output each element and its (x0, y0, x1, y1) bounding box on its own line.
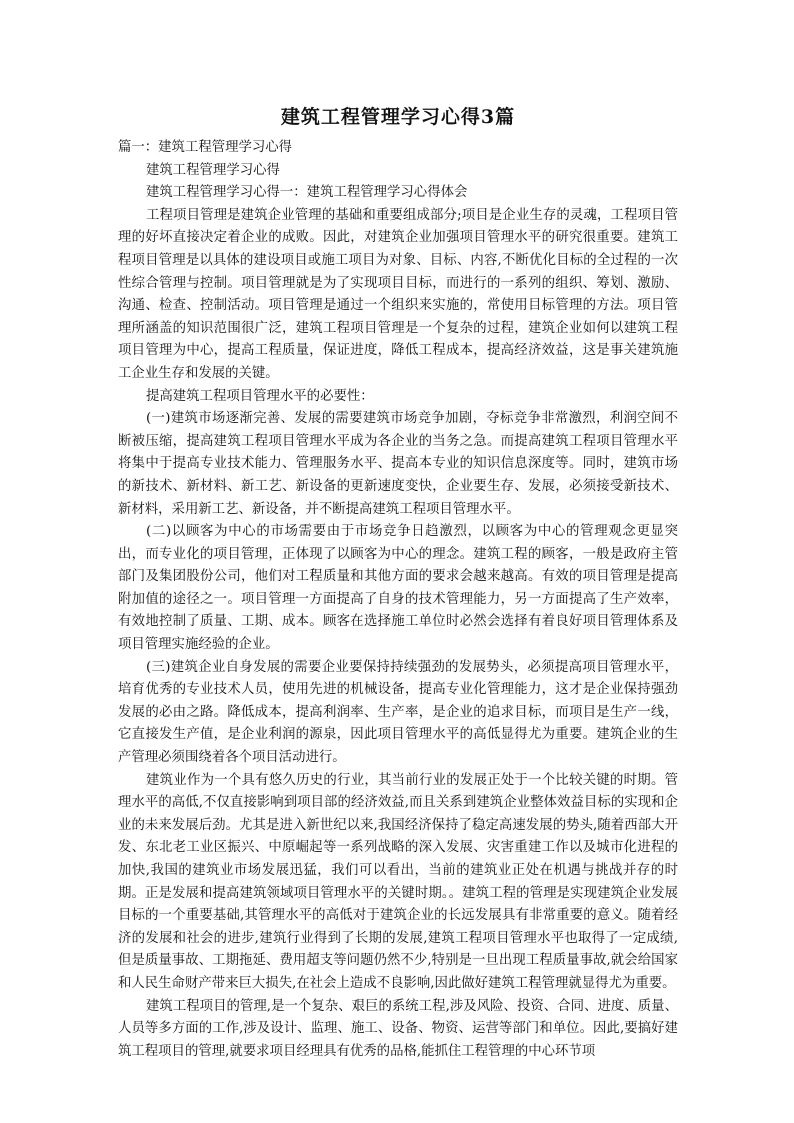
body-paragraph: 建筑工程项目的管理,是一个复杂、艰巨的系统工程,涉及风险、投资、合同、进度、质量、人员等多方面的工作,涉及设计、监理、施工、设备、物资、运营等部门和单位。因此,要搞好建筑工程项目的管理,就要求项目经理具有优秀的品格,能抓住工程管理的中心环节项 (118, 998, 678, 1059)
body-paragraph: 工程项目管理是建筑企业管理的基础和重要组成部分;项目是企业生存的灵魂，工程项目管理的好坏直接决定着企业的成败。因此，对建筑企业加强项目管理水平的研究很重要。建筑工程项目管理是以具体的建设项目或施工项目为对象、目标、内容,不断优化目标的全过程的一次性综合管理与控制。项目管理就是为了实现项目目标，而进行的一系列的组织、筹划、激励、沟通、检查、控制活动。项目管理是通过一个组织来实施的，常使用目标管理的方法。项目管理所涵盖的知识范围很广泛，建筑工程项目管理是一个复杂的过程，建筑企业如何以建筑工程项目管理为中心，提高工程质量，保证进度，降低工程成本，提高经济效益，这是事关建筑施工企业生存和发展的关键。 (118, 207, 678, 381)
section-heading: 篇一：建筑工程管理学习心得 (118, 140, 293, 155)
document-page (118, 103, 678, 1063)
document-title: 建筑工程管理学习心得3篇 (280, 106, 516, 128)
body-paragraph: 提高建筑工程项目管理水平的必要性： (146, 388, 374, 404)
body-paragraph: (三)建筑企业自身发展的需要企业要保持持续强劲的发展势头，必须提高项目管理水平，培育优秀的专业技术人员，使用先进的机械设备，提高专业化管理能力，这才是企业保持强劲发展的必由之路。降低成本，提高利润率、生产率，是企业的追求目标，而项目是生产一线，它直接发生产值，是企业利润的源泉，因此项目管理水平的高低显得尤为重要。建筑企业的生产管理必须围绕着各个项目活动进行。 (118, 659, 678, 766)
subsection-heading: 建筑工程管理学习心得 (146, 162, 280, 178)
article-heading: 建筑工程管理学习心得一：建筑工程管理学习心得体会 (146, 185, 468, 201)
body-paragraph: (一)建筑市场逐渐完善、发展的需要建筑市场竞争加剧，夺标竞争非常激烈，利润空间不断被压缩，提高建筑工程项目管理水平成为各企业的当务之急。而提高建筑工程项目管理水平将集中于提高专业技术能力、管理服务水平、提高本专业的知识信息深度等。同时，建筑市场的新技术、新材料、新工艺、新设备的更新速度变快，企业要生存、发展，必须接受新技术、新材料，采用新工艺、新设备，并不断提高建筑工程项目管理水平。 (118, 411, 678, 517)
body-paragraph: (二)以顾客为中心的市场需要由于市场竞争日趋激烈，以顾客为中心的管理观念更显突出，而专业化的项目管理，正体现了以顾客为中心的理念。建筑工程的顾客，一般是政府主管部门及集团股份公司，他们对工程质量和其他方面的要求会越来越高。有效的项目管理是提高附加值的途径之一。项目管理一方面提高了自身的技术管理能力，另一方面提高了生产效率，有效地控制了质量、工期、成本。顾客在选择施工单位时必然会选择有着良好项目管理体系及项目管理实施经验的企业。 (118, 524, 678, 653)
body-paragraph: 建筑业作为一个具有悠久历史的行业，其当前行业的发展正处于一个比较关键的时期。管理水平的高低,不仅直接影响到项目部的经济效益,而且关系到建筑企业整体效益目标的实现和企业的未来发展后劲。尤其是进入新世纪以来,我国经济保持了稳定高速发展的势头,随着西部大开发、东北老工业区振兴、中原崛起等一系列战略的深入发展、灾害重建工作以及城市化进程的加快,我国的建筑业市场发展迅猛，我们可以看出，当前的建筑业正处在机遇与挑战并存的时期。正是发展和提高建筑领域项目管理水平的关键时期。。建筑工程的管理是实现建筑企业发展目标的一个重要基础,其管理水平的高低对于建筑企业的长远发展具有非常重要的意义。随着经济的发展和社会的进步,建筑行业得到了长期的发展,建筑工程项目管理水平也取得了一定成绩,但是质量事故、工期拖延、费用超支等问题仍然不少,特别是一旦出现工程质量事故,就会给国家和人民生命财产带来巨大损失,在社会上造成不良影响,因此做好建筑工程管理就显得尤为重要。 (118, 772, 678, 991)
